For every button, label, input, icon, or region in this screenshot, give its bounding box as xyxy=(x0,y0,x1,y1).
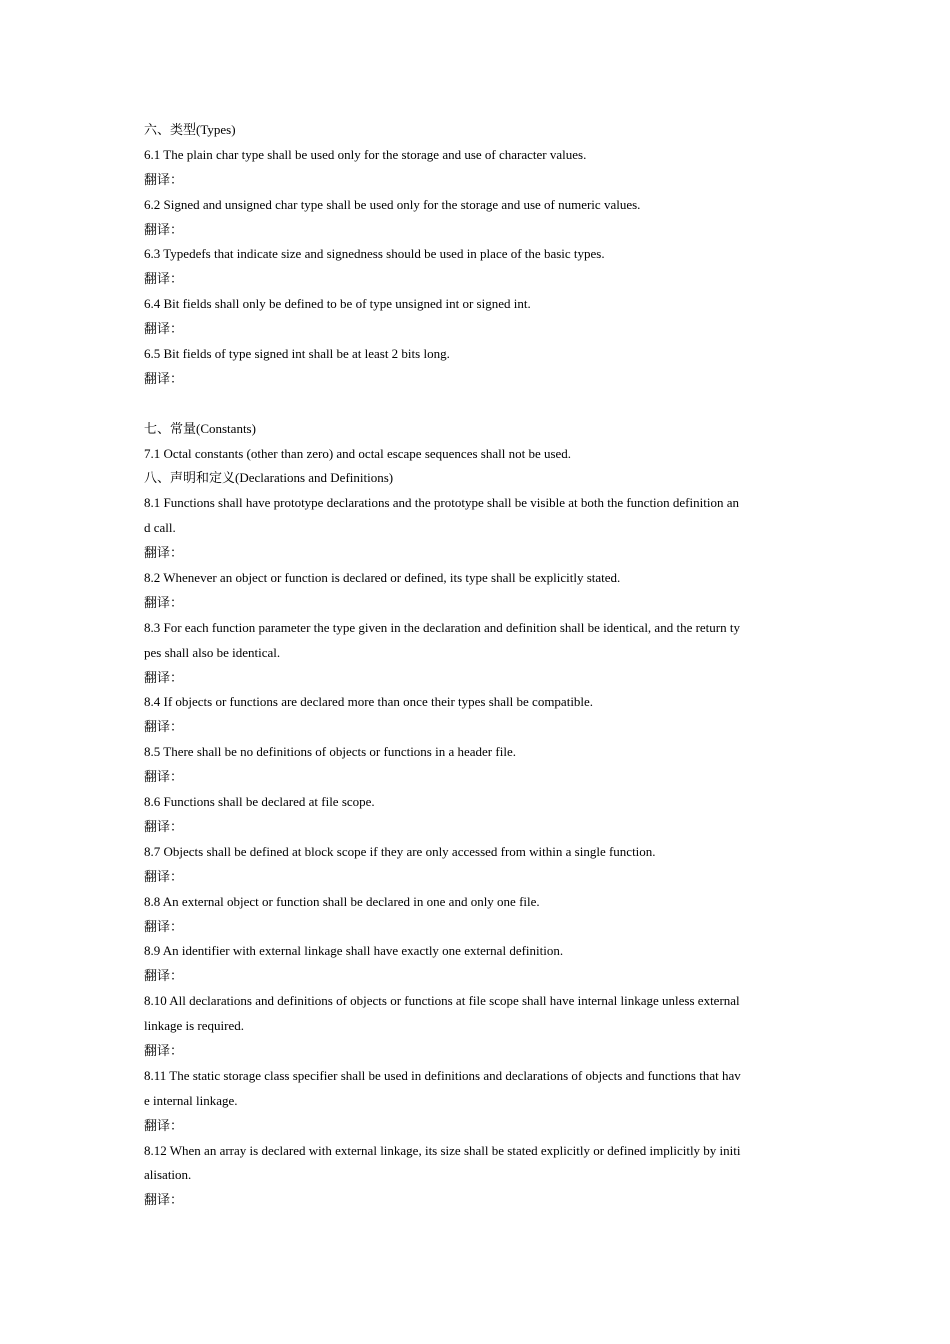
translation-label: 翻译： xyxy=(144,221,184,237)
rule-6-2: 6.2 Signed and unsigned char type shall be used only for the storage and use of numeric values. xyxy=(144,196,641,212)
translation-label: 翻译： xyxy=(144,769,184,785)
translation-label: 翻译： xyxy=(144,370,184,386)
translation-label: 翻译： xyxy=(144,545,184,561)
rule-8-9: 8.9 An identifier with external linkage shall have exactly one external definition. xyxy=(144,943,564,959)
translation-label: 翻译： xyxy=(144,1117,184,1133)
translation-label: 翻译： xyxy=(144,968,184,984)
rule-6-5: 6.5 Bit fields of type signed int shall be at least 2 bits long. xyxy=(144,346,450,362)
rule-8-8: 8.8 An external object or function shall be declared in one and only one file. xyxy=(144,893,540,909)
rule-8-1: 8.1 Functions shall have prototype declarations and the prototype shall be visible at both the function definition an xyxy=(144,495,739,511)
translation-label: 翻译： xyxy=(144,1042,184,1058)
translation-label: 翻译： xyxy=(144,171,184,187)
rule-6-1: 6.1 The plain char type shall be used only for the storage and use of character values. xyxy=(144,146,587,162)
rule-8-3: 8.3 For each function parameter the type given in the declaration and definition shall be identical, and the return ty xyxy=(144,619,740,635)
rule-6-4: 6.4 Bit fields shall only be defined to be of type unsigned int or signed int. xyxy=(144,296,531,312)
rule-8-11: 8.11 The static storage class specifier shall be used in definitions and declarations of objects and functions that hav xyxy=(144,1067,741,1083)
translation-label: 翻译： xyxy=(144,818,184,834)
rule-8-5: 8.5 There shall be no definitions of objects or functions in a header file. xyxy=(144,744,516,760)
section-heading-declarations: 八、声明和定义(Declarations and Definitions) xyxy=(144,470,394,486)
rule-8-12: 8.12 When an array is declared with external linkage, its size shall be stated explicitly or defined implicitly by initi xyxy=(144,1142,741,1158)
rule-8-10-continued: linkage is required. xyxy=(144,1018,244,1034)
rule-8-4: 8.4 If objects or functions are declared more than once their types shall be compatible. xyxy=(144,694,594,710)
translation-label: 翻译： xyxy=(144,1192,184,1208)
section-heading-types: 六、类型(Types) xyxy=(144,122,236,137)
rule-8-2: 8.2 Whenever an object or function is declared or defined, its type shall be explicitly stated. xyxy=(144,570,621,586)
document-body xyxy=(144,118,808,1213)
translation-label: 翻译： xyxy=(144,271,184,287)
rule-6-3: 6.3 Typedefs that indicate size and signedness should be used in place of the basic types. xyxy=(144,246,605,262)
rule-8-11-continued: e internal linkage. xyxy=(144,1092,238,1108)
translation-label: 翻译： xyxy=(144,594,184,610)
translation-label: 翻译： xyxy=(144,868,184,884)
rule-8-3-continued: pes shall also be identical. xyxy=(144,644,281,660)
rule-7-1: 7.1 Octal constants (other than zero) and octal escape sequences shall not be used. xyxy=(144,445,572,461)
translation-label: 翻译： xyxy=(144,669,184,685)
rule-8-1-continued: d call. xyxy=(144,520,176,536)
translation-label: 翻译： xyxy=(144,719,184,735)
translation-label: 翻译： xyxy=(144,918,184,934)
rule-8-7: 8.7 Objects shall be defined at block scope if they are only accessed from within a single function. xyxy=(144,843,656,859)
rule-8-12-continued: alisation. xyxy=(144,1167,192,1183)
translation-label: 翻译： xyxy=(144,321,184,337)
rule-8-10: 8.10 All declarations and definitions of objects or functions at file scope shall have internal linkage unless external xyxy=(144,993,740,1009)
blank-line xyxy=(144,392,808,417)
rule-8-6: 8.6 Functions shall be declared at file scope. xyxy=(144,794,375,810)
section-heading-constants: 七、常量(Constants) xyxy=(144,420,256,436)
